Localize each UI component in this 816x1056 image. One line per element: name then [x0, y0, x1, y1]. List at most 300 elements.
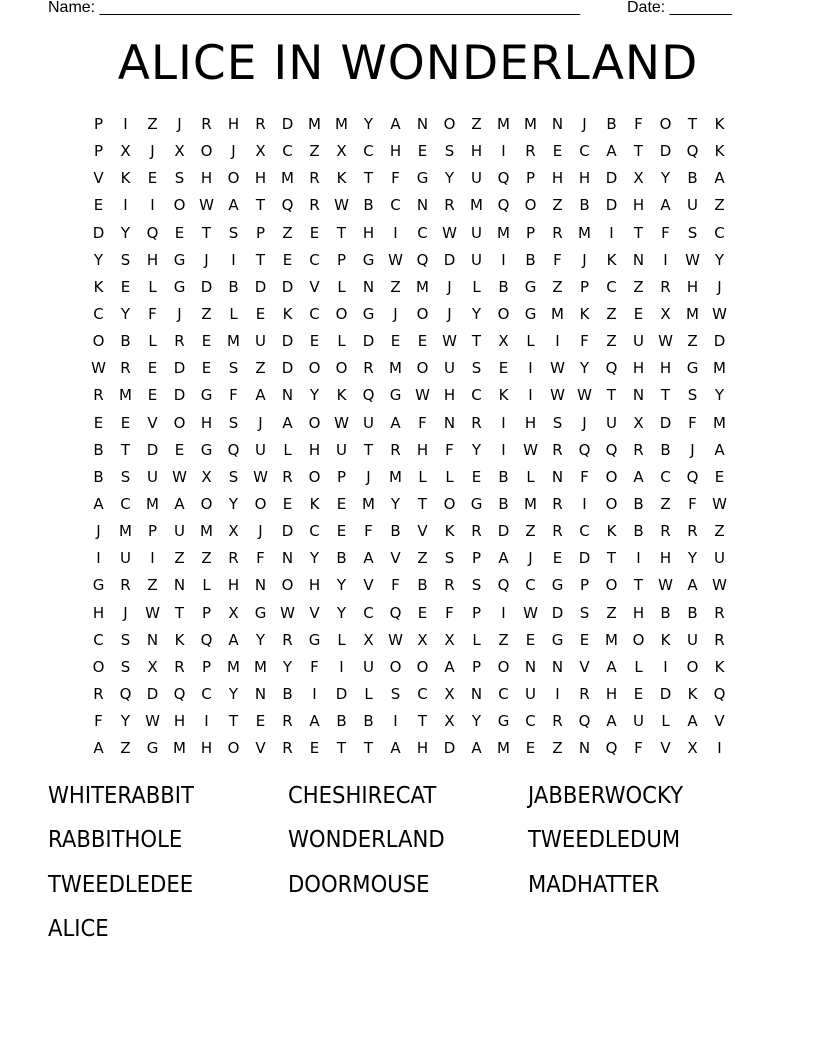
grid-letter: E [120, 277, 131, 296]
grid-letter: W [334, 413, 349, 432]
grid-letter: F [688, 494, 697, 513]
grid-letter: J [258, 413, 263, 432]
grid-letter: W [91, 359, 106, 378]
grid-letter: Z [282, 223, 293, 242]
grid-letter: O [416, 657, 429, 676]
grid-letter: N [254, 576, 267, 595]
grid-letter: W [550, 386, 565, 405]
grid-letter: B [336, 712, 347, 731]
grid-letter: G [362, 250, 375, 269]
grid-letter: E [633, 684, 644, 703]
grid-letter: F [634, 115, 643, 133]
grid-letter: Q [578, 712, 591, 731]
grid-letter: Q [200, 630, 213, 649]
grid-letter: Q [713, 684, 726, 703]
grid-letter: O [524, 196, 537, 215]
grid-letter: P [471, 549, 482, 568]
grid-letter: Y [714, 386, 725, 405]
grid-letter: U [444, 359, 455, 378]
grid-letter: E [93, 196, 104, 215]
grid-letter: S [687, 223, 698, 242]
grid-letter: I [96, 549, 101, 568]
grid-letter: C [120, 494, 131, 513]
grid-letter: F [391, 169, 400, 188]
grid-letter: X [444, 684, 455, 703]
grid-letter: J [366, 467, 371, 486]
letter-grid [85, 114, 733, 765]
grid-letter: M [335, 115, 348, 133]
grid-letter: C [363, 142, 374, 161]
grid-letter: K [444, 522, 455, 541]
grid-letter: X [147, 657, 158, 676]
grid-letter: D [281, 359, 294, 378]
grid-letter: J [528, 549, 533, 568]
grid-letter: E [255, 712, 266, 731]
grid-letter: Z [498, 630, 509, 649]
grid-letter: G [254, 603, 267, 622]
grid-letter: L [526, 467, 535, 486]
grid-letter: L [148, 277, 157, 296]
grid-letter: I [231, 250, 236, 269]
grid-letter: N [470, 684, 483, 703]
grid-letter: O [308, 359, 321, 378]
grid-letter: O [686, 657, 699, 676]
grid-letter: Q [119, 684, 132, 703]
grid-letter: J [447, 304, 452, 323]
grid-letter: E [417, 603, 428, 622]
grid-letter: H [362, 223, 375, 242]
grid-letter: E [309, 332, 320, 351]
grid-letter: J [150, 142, 155, 161]
grid-letter: R [363, 359, 374, 378]
grid-letter: T [660, 386, 671, 405]
grid-letter: W [172, 467, 187, 486]
grid-letter: J [393, 304, 398, 323]
grid-letter: H [92, 603, 105, 622]
grid-letter: S [228, 359, 239, 378]
grid-letter: Z [525, 522, 536, 541]
grid-letter: K [120, 169, 131, 188]
grid-letter: Q [497, 169, 510, 188]
grid-letter: R [93, 684, 104, 703]
grid-letter: A [498, 549, 509, 568]
grid-letter: Q [362, 386, 375, 405]
grid-letter: H [551, 169, 564, 188]
word-list-item: CHESHIRECAT [288, 783, 437, 809]
grid-letter: Q [389, 603, 402, 622]
grid-letter: R [444, 576, 455, 595]
grid-letter: W [712, 494, 727, 513]
grid-letter: S [120, 630, 131, 649]
grid-letter: Z [552, 196, 563, 215]
grid-letter: G [551, 630, 564, 649]
grid-letter: I [663, 250, 668, 269]
date-field-label[interactable]: Date: _______ [627, 0, 732, 16]
grid-letter: D [605, 196, 618, 215]
grid-letter: B [363, 712, 374, 731]
grid-letter: E [714, 467, 725, 486]
grid-letter: R [552, 223, 563, 242]
grid-letter: E [147, 169, 158, 188]
grid-letter: I [555, 332, 560, 351]
grid-letter: L [418, 467, 427, 486]
grid-letter: A [93, 494, 104, 513]
grid-letter: S [120, 657, 131, 676]
grid-letter: J [582, 115, 587, 133]
grid-letter: A [390, 115, 401, 133]
grid-letter: E [525, 739, 536, 758]
grid-letter: E [417, 332, 428, 351]
grid-letter: G [200, 440, 213, 459]
grid-letter: X [498, 332, 509, 351]
grid-letter: B [687, 603, 698, 622]
grid-letter: M [497, 739, 510, 758]
grid-letter: W [523, 603, 538, 622]
grid-letter: I [123, 196, 128, 215]
grid-letter: R [660, 522, 671, 541]
grid-letter: H [308, 576, 321, 595]
grid-letter: H [200, 169, 213, 188]
grid-letter: G [416, 169, 429, 188]
grid-letter: M [119, 522, 132, 541]
grid-letter: Z [687, 332, 698, 351]
grid-letter: H [200, 413, 213, 432]
grid-letter: Z [714, 196, 725, 215]
grid-letter: R [201, 115, 212, 133]
grid-letter: E [417, 142, 428, 161]
grid-letter: A [444, 657, 455, 676]
grid-letter: O [605, 467, 618, 486]
grid-letter: F [634, 739, 643, 758]
grid-letter: O [497, 657, 510, 676]
grid-letter: Z [606, 332, 617, 351]
grid-letter: M [389, 359, 402, 378]
grid-letter: X [120, 142, 131, 161]
grid-letter: U [363, 657, 374, 676]
grid-letter: D [605, 169, 618, 188]
grid-letter: M [686, 304, 699, 323]
grid-letter: U [633, 332, 644, 351]
grid-letter: V [363, 576, 374, 595]
word-list-item: JABBERWOCKY [528, 783, 683, 809]
grid-letter: P [336, 467, 347, 486]
grid-letter: T [687, 115, 698, 133]
grid-letter: J [204, 250, 209, 269]
grid-letter: R [93, 386, 104, 405]
grid-letter: S [471, 359, 482, 378]
grid-letter: H [416, 739, 429, 758]
grid-letter: K [606, 250, 617, 269]
grid-letter: R [633, 440, 644, 459]
grid-letter: L [472, 630, 481, 649]
grid-letter: I [501, 250, 506, 269]
grid-letter: X [201, 467, 212, 486]
grid-letter: D [713, 332, 726, 351]
grid-letter: F [229, 386, 238, 405]
name-field-label[interactable]: Name: ______________________________________________________ [48, 0, 581, 16]
grid-letter: R [282, 630, 293, 649]
grid-letter: D [146, 440, 159, 459]
grid-letter: D [659, 684, 672, 703]
grid-letter: C [93, 630, 104, 649]
grid-letter: V [309, 277, 320, 296]
grid-letter: U [255, 332, 266, 351]
grid-letter: F [580, 467, 589, 486]
grid-letter: E [120, 413, 131, 432]
grid-letter: I [339, 657, 344, 676]
grid-letter: Z [201, 549, 212, 568]
grid-letter: V [417, 522, 428, 541]
grid-letter: Z [660, 494, 671, 513]
grid-letter: R [174, 332, 185, 351]
grid-letter: O [308, 467, 321, 486]
grid-letter: W [442, 332, 457, 351]
grid-letter: D [362, 332, 375, 351]
grid-letter: X [228, 603, 239, 622]
grid-letter: R [552, 522, 563, 541]
grid-letter: W [145, 712, 160, 731]
grid-letter: O [227, 739, 240, 758]
grid-letter: Q [281, 196, 294, 215]
grid-letter: I [555, 684, 560, 703]
grid-letter: F [364, 522, 373, 541]
grid-letter: L [337, 630, 346, 649]
grid-letter: O [443, 115, 456, 133]
grid-letter: M [470, 196, 483, 215]
grid-letter: D [497, 522, 510, 541]
grid-letter: N [146, 630, 159, 649]
grid-letter: U [633, 712, 644, 731]
grid-letter: N [551, 467, 564, 486]
grid-letter: T [633, 223, 644, 242]
grid-letter: B [282, 684, 293, 703]
grid-letter: L [661, 712, 670, 731]
grid-letter: V [660, 739, 671, 758]
grid-letter: Z [120, 739, 131, 758]
grid-letter: D [281, 522, 294, 541]
grid-letter: W [415, 386, 430, 405]
grid-letter: J [231, 142, 236, 161]
grid-letter: B [660, 440, 671, 459]
grid-letter: R [714, 603, 725, 622]
grid-letter: Z [255, 359, 266, 378]
grid-letter: D [578, 549, 591, 568]
grid-letter: Q [173, 684, 186, 703]
grid-letter: W [334, 196, 349, 215]
grid-letter: X [660, 304, 671, 323]
grid-letter: Z [417, 549, 428, 568]
grid-letter: T [174, 603, 185, 622]
grid-letter: G [551, 576, 564, 595]
grid-letter: M [524, 494, 537, 513]
grid-letter: P [471, 603, 482, 622]
grid-letter: E [282, 250, 293, 269]
grid-letter: M [362, 494, 375, 513]
grid-letter: O [281, 576, 294, 595]
grid-letter: E [471, 467, 482, 486]
grid-letter: Q [497, 196, 510, 215]
grid-letter: N [443, 413, 456, 432]
grid-letter: J [690, 440, 695, 459]
grid-letter: C [363, 603, 374, 622]
grid-letter: F [391, 576, 400, 595]
grid-letter: E [174, 440, 185, 459]
grid-letter: K [714, 657, 725, 676]
grid-letter: B [633, 522, 644, 541]
grid-letter: H [686, 277, 699, 296]
grid-letter: L [337, 332, 346, 351]
grid-letter: X [633, 169, 644, 188]
grid-letter: Z [552, 277, 563, 296]
grid-letter: G [362, 304, 375, 323]
grid-letter: K [282, 304, 293, 323]
grid-letter: H [470, 142, 483, 161]
grid-letter: T [363, 440, 374, 459]
grid-letter: P [336, 250, 347, 269]
grid-letter: I [636, 549, 641, 568]
grid-letter: T [606, 386, 617, 405]
grid-letter: B [498, 467, 509, 486]
grid-letter: Y [228, 494, 239, 513]
grid-letter: L [202, 576, 211, 595]
grid-letter: R [660, 277, 671, 296]
grid-letter: Y [579, 359, 590, 378]
grid-letter: M [308, 115, 321, 133]
grid-letter: C [309, 304, 320, 323]
grid-letter: Q [605, 739, 618, 758]
grid-letter: M [281, 169, 294, 188]
grid-letter: C [714, 223, 725, 242]
grid-letter: O [443, 494, 456, 513]
grid-letter: H [389, 142, 402, 161]
grid-letter: M [605, 630, 618, 649]
word-list-item: RABBITHOLE [48, 827, 183, 854]
grid-letter: B [525, 250, 536, 269]
grid-letter: A [228, 630, 239, 649]
grid-letter: H [200, 739, 213, 758]
grid-letter: I [663, 657, 668, 676]
grid-letter: Q [146, 223, 159, 242]
grid-letter: L [526, 332, 535, 351]
grid-letter: Q [686, 142, 699, 161]
grid-letter: U [687, 196, 698, 215]
grid-letter: X [444, 630, 455, 649]
grid-letter: Y [93, 250, 104, 269]
grid-letter: S [228, 223, 239, 242]
grid-letter: E [390, 332, 401, 351]
grid-letter: W [388, 630, 403, 649]
grid-letter: N [578, 739, 591, 758]
grid-letter: O [416, 359, 429, 378]
grid-letter: E [525, 630, 536, 649]
grid-letter: H [254, 169, 267, 188]
grid-letter: A [93, 739, 104, 758]
grid-letter: L [472, 277, 481, 296]
grid-letter: C [93, 304, 104, 323]
grid-letter: I [582, 494, 587, 513]
grid-letter: Z [606, 304, 617, 323]
grid-letter: E [147, 386, 158, 405]
grid-letter: Y [471, 440, 482, 459]
grid-letter: U [363, 413, 374, 432]
grid-letter: R [471, 413, 482, 432]
grid-letter: O [335, 359, 348, 378]
grid-letter: N [173, 576, 186, 595]
grid-letter: O [200, 494, 213, 513]
grid-letter: Z [471, 115, 482, 133]
grid-letter: R [552, 712, 563, 731]
grid-letter: E [552, 142, 563, 161]
grid-letter: O [335, 304, 348, 323]
grid-letter: A [606, 712, 617, 731]
grid-letter: O [308, 413, 321, 432]
grid-letter: W [145, 603, 160, 622]
grid-letter: B [228, 277, 239, 296]
grid-letter: D [200, 277, 213, 296]
grid-letter: I [150, 549, 155, 568]
grid-letter: U [147, 467, 158, 486]
grid-letter: R [282, 739, 293, 758]
grid-letter: M [146, 494, 159, 513]
grid-letter: S [390, 684, 401, 703]
grid-letter: W [442, 223, 457, 242]
grid-letter: J [582, 250, 587, 269]
grid-letter: N [281, 549, 294, 568]
grid-letter: I [528, 359, 533, 378]
grid-letter: W [658, 576, 673, 595]
grid-letter: U [174, 522, 185, 541]
grid-letter: M [497, 223, 510, 242]
grid-letter: U [525, 684, 536, 703]
grid-letter: R [228, 549, 239, 568]
grid-letter: B [633, 494, 644, 513]
grid-letter: N [281, 386, 294, 405]
grid-letter: O [254, 494, 267, 513]
grid-letter: F [418, 413, 427, 432]
grid-letter: L [364, 684, 373, 703]
grid-letter: Y [363, 115, 374, 133]
grid-letter: R [525, 142, 536, 161]
grid-letter: A [390, 413, 401, 432]
grid-letter: P [525, 223, 536, 242]
grid-letter: A [687, 712, 698, 731]
grid-letter: T [417, 494, 428, 513]
grid-letter: Y [228, 684, 239, 703]
header-line [48, 0, 748, 20]
grid-letter: A [471, 739, 482, 758]
grid-letter: E [201, 359, 212, 378]
grid-letter: L [445, 467, 454, 486]
grid-letter: M [173, 739, 186, 758]
grid-letter: U [687, 630, 698, 649]
grid-letter: J [717, 277, 722, 296]
grid-letter: T [228, 712, 239, 731]
grid-letter: O [497, 304, 510, 323]
grid-letter: Y [471, 304, 482, 323]
grid-letter: K [309, 494, 320, 513]
grid-letter: S [444, 549, 455, 568]
grid-letter: T [255, 196, 266, 215]
grid-letter: N [416, 196, 429, 215]
grid-letter: Q [497, 576, 510, 595]
grid-letter: Y [336, 576, 347, 595]
grid-letter: K [714, 115, 725, 133]
grid-letter: N [254, 684, 267, 703]
grid-letter: C [525, 712, 536, 731]
grid-letter: C [417, 684, 428, 703]
grid-letter: K [660, 630, 671, 649]
grid-letter: H [659, 359, 672, 378]
